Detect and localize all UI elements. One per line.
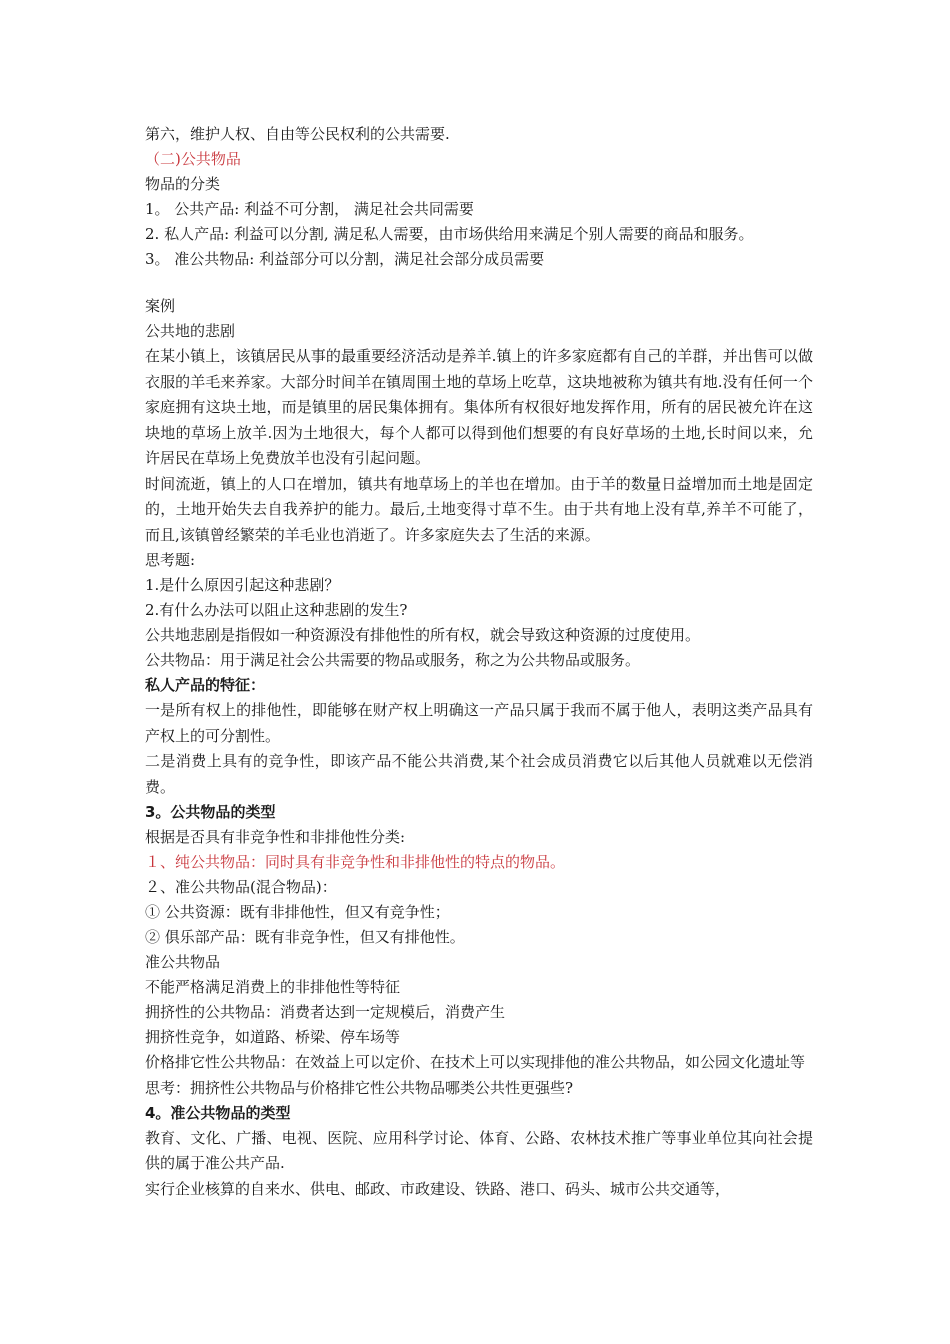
question-item: 2.有什么办法可以阻止这种悲剧的发生?: [145, 601, 408, 619]
text-line: 不能严格满足消费上的非排他性等特征: [145, 978, 401, 996]
text-line: 思考题:: [145, 551, 196, 569]
text-line: 拥挤性竞争，如道路、桥梁、停车场等: [145, 1028, 401, 1046]
bold-heading: 私人产品的特征：: [145, 676, 266, 694]
text-line: 公共物品：用于满足社会公共需要的物品或服务，称之为公共物品或服务。: [145, 651, 641, 669]
text-line: 思考：拥挤性公共物品与价格排它性公共物品哪类公共性更强些?: [145, 1078, 574, 1097]
paragraph: 二是消费上具有的竞争性，即该产品不能公共消费,某个社会成员消费它以后其他人员就难以无偿消费。: [145, 752, 813, 796]
list-item: 1。 公共产品: 利益不可分割， 满足社会共同需要: [145, 200, 474, 218]
question-item: 1.是什么原因引起这种悲剧？: [145, 576, 340, 594]
highlight-line: １、纯公共物品：同时具有非竞争性和非排他性的特点的物品。: [145, 853, 566, 871]
text-line: 准公共物品: [145, 953, 221, 971]
section-heading: （二)公共物品: [145, 150, 241, 168]
text-line: 公共地的悲剧: [145, 322, 236, 340]
paragraph: 价格排它性公共物品：在效益上可以定价、在技术上可以实现排他的准公共物品，如公园文化遗址等: [145, 1053, 806, 1071]
text-line: 根据是否具有非竞争性和非排他性分类:: [145, 828, 406, 846]
bold-heading: 4。准公共物品的类型: [145, 1103, 291, 1122]
paragraph: 一是所有权上的排他性，即能够在财产权上明确这一产品只属于我而不属于他人，表明这类产品具有产权上的可分割性。: [145, 701, 813, 745]
text-line: 案例: [145, 297, 176, 315]
text-line: ２、准公共物品(混合物品)：: [145, 878, 337, 896]
document-page: [145, 122, 813, 1202]
list-item: 2. 私人产品: 利益可以分割, 满足私人需要，由市场供给用来满足个别人需要的商品和服务。: [145, 225, 754, 243]
text-line: 物品的分类: [145, 175, 221, 193]
list-item: ② 俱乐部产品：既有非竞争性，但又有排他性。: [145, 928, 465, 946]
text-line: 公共地悲剧是指假如一种资源没有排他性的所有权，就会导致这种资源的过度使用。: [145, 626, 701, 644]
blank-line: [145, 272, 813, 294]
paragraph: 在某小镇上，该镇居民从事的最重要经济活动是养羊.镇上的许多家庭都有自己的羊群，并出售可以做衣服的羊毛来养家。大部分时间羊在镇周围土地的草场上吃草，这块地被称为镇共有地.没有任何一个家庭拥有这块土地，而是镇里的居民集体拥有。集体所有权很好地发挥作用，所有的居民被允许在这块地的草场上放羊.因为土地很大，每个人都可以得到他们想要的有良好草场的土地,长时间以来，允许居民在草场上免费放羊也没有引起问题。: [145, 347, 813, 467]
text-line: 实行企业核算的自来水、供电、邮政、市政建设、铁路、港口、码头、城市公共交通等，: [145, 1179, 731, 1198]
bold-heading: 3。公共物品的类型: [145, 803, 276, 821]
paragraph: 时间流逝，镇上的人口在增加，镇共有地草场上的羊也在增加。由于羊的数量日益增加而土地是固定的，土地开始失去自我养护的能力。最后,土地变得寸草不生。由于共有地上没有草,养羊不可能了，而且,该镇曾经繁荣的羊毛业也消逝了。许多家庭失去了生活的来源。: [145, 474, 813, 544]
list-item: 3。 准公共物品: 利益部分可以分割，满足社会部分成员需要: [145, 250, 545, 268]
text-line: 拥挤性的公共物品：消费者达到一定规模后，消费产生: [145, 1003, 506, 1021]
text-line: 第六，维护人权、自由等公民权利的公共需要.: [145, 125, 450, 143]
list-item: ① 公共资源：既有非排他性，但又有竞争性；: [145, 903, 450, 921]
paragraph: 教育、文化、广播、电视、医院、应用科学讨论、体育、公路、农林技术推广等事业单位其向社会提供的属于准公共产品.: [145, 1128, 813, 1172]
